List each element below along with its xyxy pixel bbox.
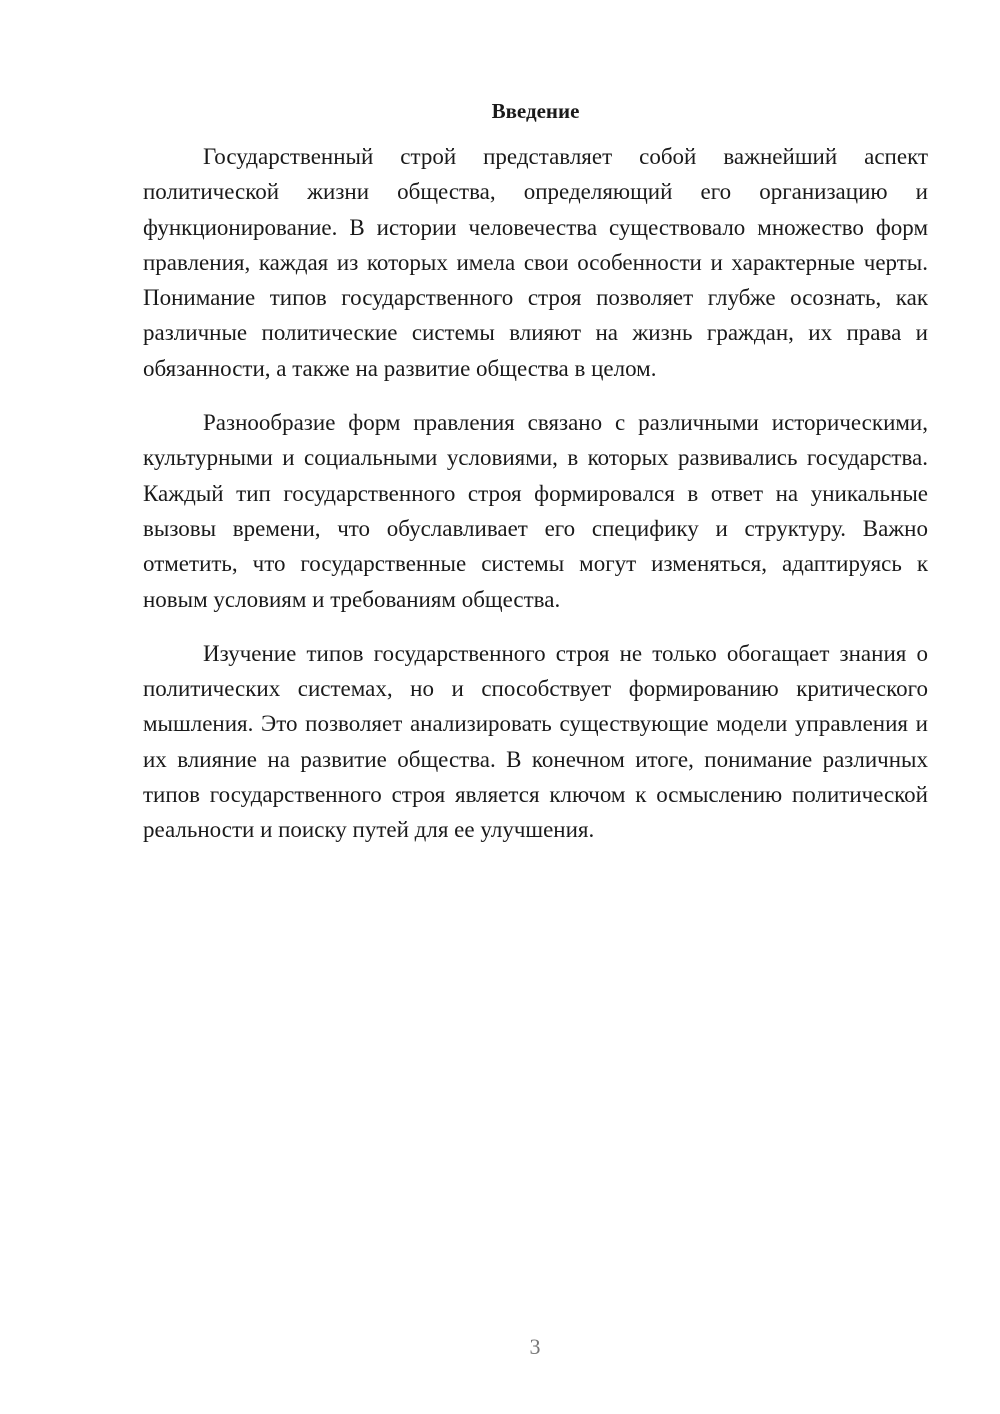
paragraph-2: Разнообразие форм правления связано с различными историческими, культурными и социальными условиями, в которых развивались государства. Каждый тип государственного строя формировался в ответ на уникальные вызовы времени, что обуславливает его специфику и структуру. Важно отметить, что государственные системы могут изменяться, адаптируясь к новым условиям и требованиям общества. [143, 410, 928, 612]
paragraph-1: Государственный строй представляет собой важнейший аспект политической жизни общества, определяющий его организацию и функционирование. В истории человечества существовало множество форм правления, каждая из которых имела свои особенности и характерные черты. Понимание типов государственного строя позволяет глубже осознать, как различные политические системы влияют на жизнь граждан, их права и обязанности, а также на развитие общества в целом. [143, 144, 928, 381]
page-content [143, 96, 928, 867]
section-heading: Введение [491, 99, 580, 123]
page-number: 3 [529, 1334, 541, 1359]
paragraph-3: Изучение типов государственного строя не только обогащает знания о политических системах, но и способствует формированию критического мышления. Это позволяет анализировать существующие модели управления и их влияние на развитие общества. В конечном итоге, понимание различных типов государственного строя является ключом к осмыслению политической реальности и поиску путей для ее улучшения. [143, 640, 928, 843]
